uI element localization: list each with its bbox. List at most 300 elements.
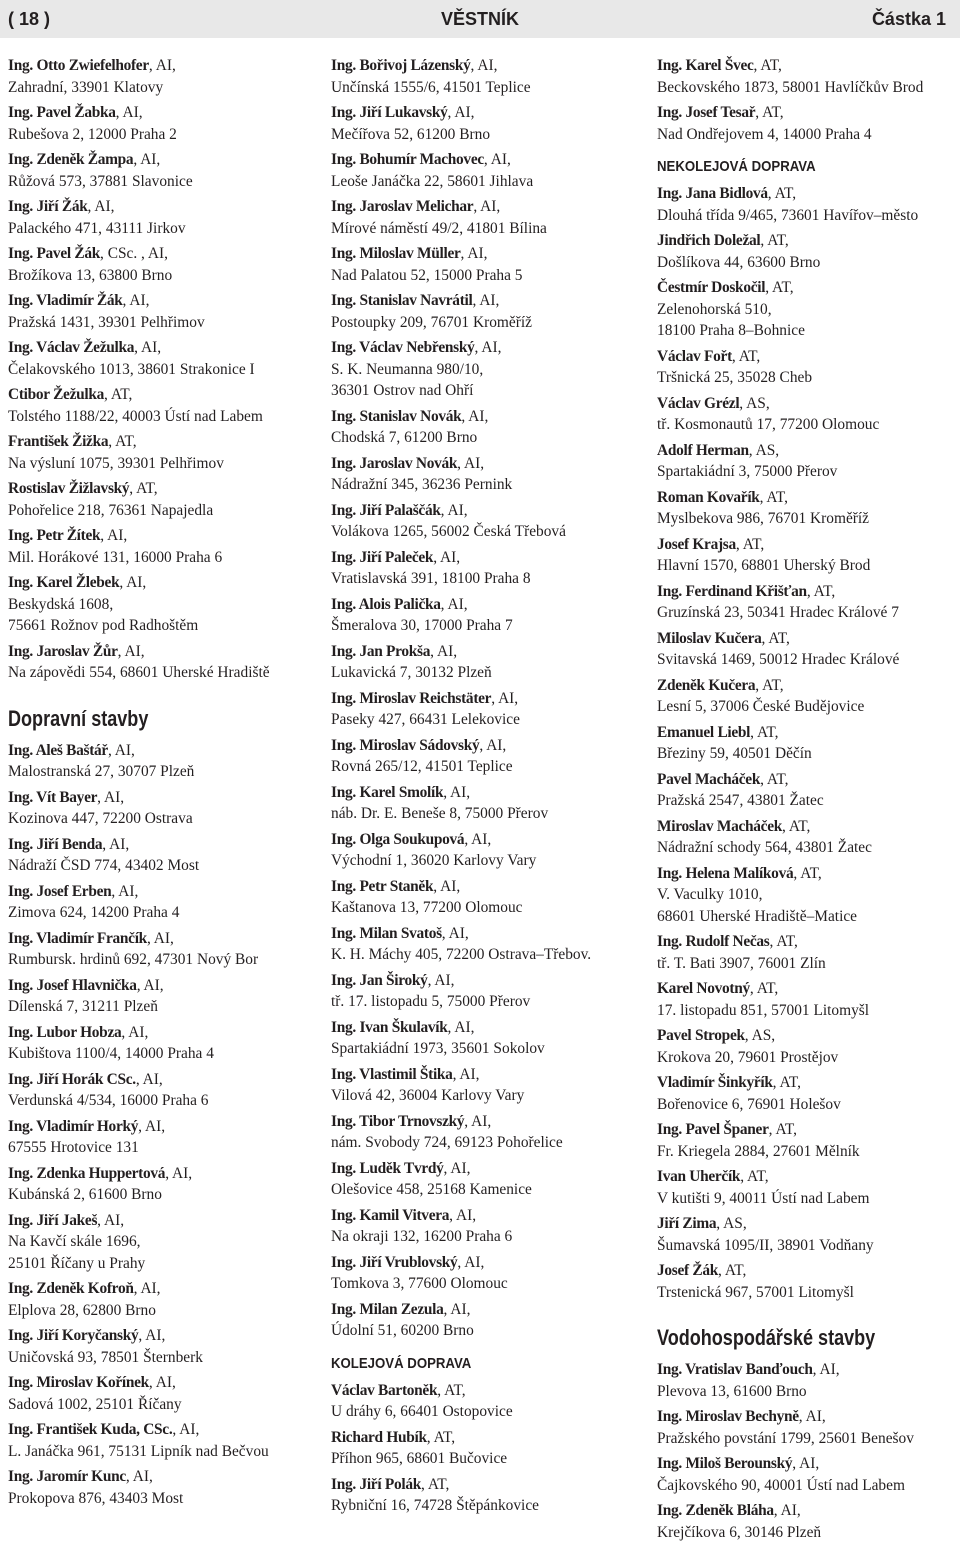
list-item [8, 1419, 318, 1462]
entry-name-line [8, 243, 318, 265]
entry-name-line [331, 55, 641, 77]
entry-name-line [657, 1453, 960, 1475]
person-name: Ing. Zdeněk Žampa [8, 151, 134, 168]
list-item [331, 1064, 641, 1107]
address-line: Postoupky 209, 76701 Kroměříž [331, 313, 532, 331]
entry-name-line [8, 1163, 318, 1185]
address-line: Brožíkova 13, 63800 Brno [8, 266, 173, 284]
address-line: 67555 Hrotovice 131 [8, 1139, 139, 1156]
entry-name-line [331, 500, 641, 522]
column-3 [657, 55, 960, 1547]
qualification: , AT, [761, 629, 790, 647]
entry-name-line [8, 572, 318, 594]
entry-name-line [331, 337, 641, 359]
address-line: Mečířova 52, 61200 Brno [331, 125, 491, 143]
list-item [8, 1116, 318, 1159]
person-name: Ing. Vladimír Frančík [8, 929, 147, 947]
address-line: Pražského povstání 1799, 25601 Benešov [657, 1429, 914, 1447]
list-item [331, 406, 641, 449]
person-name: Ing. Jan Široký [331, 971, 428, 989]
page-header [0, 0, 960, 38]
address-line: 75661 Rožnov pod Radhoštěm [8, 617, 199, 634]
entry-name-line [657, 978, 960, 1000]
entry-name-line [8, 1325, 318, 1347]
address-line: Vilová 42, 36004 Karlovy Vary [331, 1087, 525, 1104]
entry-name-line [8, 1022, 318, 1044]
list-item [657, 1359, 960, 1402]
address-line: Gruzínská 23, 50341 Hradec Králové 7 [657, 604, 899, 621]
entry-name-line [657, 55, 960, 77]
person-name: Ing. Václav Nebřenský [331, 339, 475, 356]
person-name: Rostislav Žižlavský [8, 480, 130, 497]
entry-name-line [657, 487, 960, 509]
person-name: Jindřich Doležal [657, 232, 761, 249]
person-name: Ing. Jiří Palaščák [331, 501, 441, 519]
list-item [331, 500, 641, 543]
qualification: , AT, [421, 1475, 450, 1493]
person-name: Ing. Jaromír Kunc [8, 1468, 126, 1485]
list-item [8, 787, 318, 830]
address-line: Krokova 20, 79601 Prostějov [657, 1048, 839, 1066]
qualification: , AI, [472, 292, 500, 309]
person-name: Ing. Josef Hlavnička [8, 976, 137, 994]
address-line: Bořenovice 6, 76901 Holešov [657, 1095, 841, 1113]
list-item [8, 740, 318, 783]
address-line: S. K. Neumanna 980/10, [331, 360, 484, 378]
address-line: Nad Ondřejovem 4, 14000 Praha 4 [657, 125, 872, 143]
address-line: Na okraji 132, 16200 Praha 6 [331, 1228, 513, 1245]
address-line: Tršnická 25, 35028 Cheb [657, 369, 813, 386]
address-line: Spartakiádní 1973, 35601 Sokolov [331, 1040, 545, 1057]
list-item [657, 1213, 960, 1256]
entry-name-line [331, 1299, 641, 1321]
issue-label: Částka 1 [871, 9, 946, 29]
person-name: Ing. Jaroslav Melichar [331, 198, 474, 215]
list-item [331, 149, 641, 192]
entry-name-line [331, 735, 641, 757]
entry-name-line [657, 346, 960, 368]
entry-name-line [331, 1111, 641, 1133]
entry-name-line [331, 594, 641, 616]
qualification: , AI, [148, 57, 176, 74]
list-item [8, 834, 318, 877]
address-line: tř. 17. listopadu 5, 75000 Přerov [331, 993, 531, 1010]
address-line: Lukavická 7, 30132 Plzeň [331, 664, 492, 681]
address-line: Verdunská 4/534, 16000 Praha 6 [8, 1092, 209, 1109]
entry-name-line [8, 431, 318, 453]
qualification: , AI, [447, 104, 475, 121]
list-item [331, 594, 641, 637]
address-line: Šumavská 1095/II, 38901 Vodňany [657, 1236, 874, 1254]
person-name: Ing. Stanislav Navrátil [331, 292, 473, 309]
address-line: Myslbekova 986, 76701 Kroměříž [657, 510, 870, 527]
entry-name-line [331, 243, 641, 265]
list-item [8, 1069, 318, 1112]
address-line: Vratislavská 391, 18100 Praha 8 [331, 570, 531, 587]
list-item [8, 431, 318, 474]
list-item [657, 55, 960, 98]
entry-name-line [657, 816, 960, 838]
person-name: Ing. Jiří Jakeš [8, 1211, 98, 1229]
address-line: Pražská 2547, 43801 Žatec [657, 792, 824, 809]
person-name: Miloslav Kučera [657, 629, 762, 647]
list-item [8, 1210, 318, 1275]
qualification: , AT, [437, 1381, 466, 1399]
qualification: , AT, [108, 433, 137, 450]
person-name: Ing. Milan Svatoš [331, 924, 442, 942]
list-item [8, 525, 318, 568]
address-line: 25101 Říčany u Prahy [8, 1254, 146, 1272]
list-item [657, 978, 960, 1021]
list-item [657, 722, 960, 765]
person-name: Ing. Stanislav Novák [331, 407, 462, 425]
address-line: Prokopova 876, 43403 Most [8, 1489, 184, 1507]
list-item [8, 290, 318, 333]
entry-name-line [8, 1372, 318, 1394]
address-line: Leoše Janáčka 22, 58601 Jihlava [331, 172, 534, 190]
entry-name-line [8, 290, 318, 312]
entry-name-line [331, 1158, 641, 1180]
address-line: Plevova 13, 61600 Brno [657, 1382, 807, 1400]
column-1 [8, 55, 318, 1513]
entry-name-line [657, 1359, 960, 1381]
qualification: , AI, [441, 924, 469, 942]
list-item [8, 1466, 318, 1509]
qualification: , AI, [443, 1300, 471, 1318]
person-name: Ing. Luděk Tvrdý [331, 1159, 444, 1177]
address-line: Na zápovědi 554, 68601 Uherské Hradiště [8, 664, 270, 681]
entry-name-line [331, 1017, 641, 1039]
list-item [657, 675, 960, 718]
entry-name-line [657, 722, 960, 744]
address-line: Trstenická 967, 57001 Litomyšl [657, 1283, 854, 1301]
list-item [657, 102, 960, 145]
qualification: , AI, [146, 929, 174, 947]
address-line: Unčínská 1555/6, 41501 Teplice [331, 78, 531, 96]
qualification: , AT, [767, 185, 797, 202]
entry-name-line [8, 1278, 318, 1300]
qualification: , AI, [102, 835, 130, 853]
entry-name-line [8, 196, 318, 218]
entry-name-line [331, 1427, 641, 1449]
list-item [8, 102, 318, 145]
entry-name-line [8, 975, 318, 997]
list-item [331, 1474, 641, 1517]
list-item [657, 931, 960, 974]
entry-name-line [657, 1213, 960, 1235]
entry-name-line [8, 384, 318, 406]
entry-name-line [331, 453, 641, 475]
qualification: , AI, [136, 976, 164, 994]
list-item [331, 290, 641, 333]
address-line: Mírové náměstí 49/2, 41801 Bílina [331, 219, 547, 237]
qualification: , AI, [133, 1280, 161, 1297]
person-name: Ing. Alois Palička [331, 595, 441, 613]
list-item [331, 1252, 641, 1295]
person-name: František Žižka [8, 433, 109, 450]
address-line: Pohořelice 218, 76361 Napajedla [8, 501, 214, 519]
list-item [8, 478, 318, 521]
address-line: Sadová 1002, 25101 Říčany [8, 1395, 182, 1413]
address-line: Šmeralova 30, 17000 Praha 7 [331, 617, 513, 634]
qualification: , AT, [731, 347, 761, 365]
qualification: , AI, [491, 689, 519, 707]
person-name: Ing. Vratislav Banďouch [657, 1361, 813, 1378]
address-line: tř. Kosmonautů 17, 77200 Olomouc [657, 416, 880, 433]
section-heading: Vodohospodářské stavby [657, 1325, 876, 1350]
list-item [8, 149, 318, 192]
person-name: Ing. Miloš Berounský [657, 1455, 793, 1472]
address-line: Údolní 51, 60200 Brno [331, 1322, 474, 1339]
person-name: Ing. Miloslav Müller [331, 245, 461, 262]
qualification: , AI, [443, 1159, 471, 1177]
person-name: Václav Grézl [657, 394, 740, 412]
qualification: , AI, [430, 642, 458, 660]
address-line: Nádražní 345, 36236 Pernink [331, 476, 513, 493]
address-line: Kozinova 447, 72200 Ostrava [8, 810, 193, 827]
person-name: Ing. Aleš Baštář [8, 741, 108, 759]
address-line: Příhon 965, 68601 Bučovice [331, 1450, 508, 1467]
person-name: Ing. Jan Prokša [331, 642, 431, 660]
qualification: , AI, [138, 1117, 166, 1135]
person-name: Ing. Jana Bidlová [657, 185, 768, 202]
qualification: , AI, [135, 1070, 163, 1088]
list-item [331, 453, 641, 496]
list-item [331, 782, 641, 825]
address-line: Kubánská 2, 61600 Brno [8, 1186, 162, 1203]
person-name: Ing. Zdeněk Bláha [657, 1502, 774, 1519]
qualification: , AI, [107, 741, 135, 759]
person-name: Ing. Petr Žítek [8, 527, 101, 544]
qualification: , AT, [749, 980, 779, 997]
address-line: Nádraží ČSD 774, 43402 Most [8, 857, 200, 874]
qualification: , AS, [744, 1027, 776, 1044]
person-name: Václav Bartoněk [331, 1381, 438, 1399]
person-name: Ing. Josef Erben [8, 882, 112, 900]
entry-name-line [8, 834, 318, 856]
person-name: Ing. Vladimír Žák [8, 292, 123, 309]
address-line: Březiny 59, 40501 Děčín [657, 745, 812, 762]
qualification: , AI, [117, 642, 145, 660]
qualification: , AT, [765, 279, 794, 296]
entry-name-line [8, 55, 318, 77]
person-name: Ing. Jiří Polák [331, 1475, 421, 1493]
address-line: Kubištova 1100/4, 14000 Praha 4 [8, 1045, 214, 1062]
address-line: Hlavní 1570, 68801 Uherský Brod [657, 557, 871, 574]
address-line: Paseky 427, 66431 Lelekovice [331, 711, 520, 728]
qualification: , AI, [798, 1408, 826, 1425]
address-line: Uničovská 93, 78501 Šternberk [8, 1348, 203, 1366]
qualification: , AI, [457, 454, 485, 472]
qualification: , AS, [716, 1215, 747, 1232]
entry-name-line [331, 547, 641, 569]
qualification: , AI, [773, 1502, 801, 1519]
list-item [8, 243, 318, 286]
qualification: , AI, [427, 971, 455, 989]
address-line: U dráhy 6, 66401 Ostopovice [331, 1403, 513, 1420]
list-item [657, 1500, 960, 1543]
entry-name-line [8, 1466, 318, 1488]
entry-name-line [8, 478, 318, 500]
entry-name-line [331, 970, 641, 992]
entry-name-line [657, 230, 960, 252]
list-item [331, 243, 641, 286]
address-line: 17. listopadu 851, 57001 Litomyšl [657, 1001, 870, 1019]
person-name: Ing. Pavel Žák [8, 245, 101, 262]
person-name: Karel Novotný [657, 980, 750, 997]
entry-name-line [331, 102, 641, 124]
qualification: , AI, [433, 877, 461, 895]
address-line: Východní 1, 36020 Karlovy Vary [331, 852, 537, 869]
entry-name-line [8, 525, 318, 547]
list-item [657, 863, 960, 928]
list-item [657, 440, 960, 483]
qualification: , AI, [479, 736, 507, 754]
list-item [331, 829, 641, 872]
person-name: Ing. Ivan Škulavík [331, 1018, 448, 1036]
person-name: Ing. Zdenka Huppertová [8, 1164, 166, 1182]
list-item [657, 581, 960, 624]
list-item [331, 196, 641, 239]
entry-name-line [657, 1025, 960, 1047]
entry-name-line [8, 149, 318, 171]
person-name: Ing. Jaroslav Žůr [8, 642, 118, 660]
list-item [8, 641, 318, 684]
qualification: , AI, [134, 339, 162, 356]
person-name: Emanuel Liebl [657, 723, 751, 741]
person-name: Ing. Tibor Trnovszký [331, 1112, 465, 1130]
list-item [657, 534, 960, 577]
person-name: Ing. Jiří Horák CSc. [8, 1070, 136, 1088]
address-line: Volákova 1265, 56002 Česká Třebová [331, 523, 566, 540]
address-line: Palackého 471, 43111 Jirkov [8, 219, 186, 237]
address-line: Olešovice 458, 25168 Kamenice [331, 1181, 532, 1198]
qualification: , AI, [87, 198, 115, 215]
entry-name-line [657, 628, 960, 650]
qualification: , AT, [426, 1428, 456, 1446]
entry-name-line [657, 1072, 960, 1094]
list-item [331, 970, 641, 1013]
list-item [8, 1022, 318, 1065]
person-name: Roman Kovařík [657, 488, 760, 506]
section-heading: KOLEJOVÁ DOPRAVA [331, 1354, 472, 1372]
qualification: , AI, [100, 527, 128, 544]
list-item [657, 1453, 960, 1496]
person-name: Ivan Uherčík [657, 1168, 741, 1185]
person-name: Ing. Pavel Španer [657, 1121, 769, 1138]
qualification: , AT, [768, 1121, 797, 1138]
address-line: Elplova 28, 62800 Brno [8, 1301, 156, 1319]
list-item [657, 346, 960, 389]
person-name: Ing. Bořivoj Lázenský [331, 57, 471, 74]
entry-name-line [657, 1406, 960, 1428]
list-item [8, 1163, 318, 1206]
list-item [331, 1017, 641, 1060]
list-item [657, 183, 960, 226]
person-name: Ing. Helena Malíková [657, 864, 794, 882]
entry-name-line [657, 534, 960, 556]
person-name: Pavel Macháček [657, 770, 761, 788]
qualification: , AI, [447, 1018, 475, 1036]
entry-name-line [657, 581, 960, 603]
column-2 [331, 55, 641, 1521]
address-line: Nad Palatou 52, 15000 Praha 5 [331, 266, 523, 284]
address-line: Chodská 7, 61200 Brno [331, 429, 478, 446]
person-name: Ing. Jiří Vrublovský [331, 1253, 458, 1271]
qualification: , AS, [739, 394, 770, 412]
person-name: Ing. Václav Žežulka [8, 339, 135, 356]
entry-name-line [657, 1500, 960, 1522]
entry-name-line [331, 1380, 641, 1402]
person-name: Ctibor Žežulka [8, 386, 104, 403]
person-name: Ing. Jiří Žák [8, 198, 88, 215]
person-name: Ing. Otto Zwiefelhofer [8, 57, 149, 74]
person-name: Pavel Stropek [657, 1027, 745, 1044]
list-item [8, 1325, 318, 1368]
qualification: , AI, [440, 501, 468, 519]
address-line: Lesní 5, 37006 České Budějovice [657, 698, 865, 715]
person-name: Ing. Pavel Žabka [8, 104, 116, 121]
address-line: Rumbursk. hrdinů 692, 47301 Nový Bor [8, 951, 259, 968]
address-line: Mil. Horákové 131, 16000 Praha 6 [8, 548, 223, 566]
qualification: , AS, [748, 441, 780, 459]
person-name: Ing. Ferdinand Křišťan [657, 582, 807, 600]
entry-name-line [657, 931, 960, 953]
address-line: Tolstého 1188/22, 40003 Ústí nad Labem [8, 407, 263, 425]
person-name: Čestmír Doskočil [657, 279, 766, 296]
entry-name-line [657, 1260, 960, 1282]
address-line: Došlíkova 44, 63600 Brno [657, 253, 821, 271]
list-item [331, 1111, 641, 1154]
list-item [331, 735, 641, 778]
qualification: , AI, [115, 104, 143, 121]
entry-name-line [331, 1474, 641, 1496]
address-line: V kutišti 9, 40011 Ústí nad Labem [657, 1189, 870, 1207]
qualification: , AI, [121, 1023, 149, 1041]
list-item [657, 1025, 960, 1068]
person-name: Ing. Karel Smolík [331, 783, 444, 801]
qualification: , AT, [781, 817, 811, 835]
list-item [657, 277, 960, 342]
qualification: , AI, [138, 1327, 166, 1344]
entry-name-line [331, 1205, 641, 1227]
address-line: Beskydská 1608, [8, 595, 114, 613]
list-item [657, 628, 960, 671]
person-name: Ing. Jiří Benda [8, 835, 103, 853]
person-name: Miroslav Macháček [657, 817, 782, 835]
person-name: Ing. Lubor Hobza [8, 1023, 122, 1041]
list-item [657, 230, 960, 273]
qualification: , AT, [759, 488, 788, 506]
qualification: , AI, [119, 574, 147, 591]
list-item [331, 923, 641, 966]
qualification: , AT, [760, 770, 789, 788]
entry-name-line [331, 829, 641, 851]
qualification: , AI, [470, 57, 498, 74]
list-item [331, 641, 641, 684]
address-line: V. Vaculky 1010, [657, 886, 763, 903]
address-line: Nádražní schody 564, 43801 Žatec [657, 839, 872, 856]
list-item [8, 196, 318, 239]
entry-name-line [657, 277, 960, 299]
address-line: Tomkova 3, 77600 Olomouc [331, 1275, 508, 1292]
entry-name-line [331, 196, 641, 218]
entry-name-line [331, 149, 641, 171]
qualification: , AT, [753, 57, 782, 74]
person-name: Ing. Milan Zezula [331, 1300, 444, 1318]
person-name: Ing. Miroslav Bechyně [657, 1408, 799, 1425]
list-item [331, 55, 641, 98]
